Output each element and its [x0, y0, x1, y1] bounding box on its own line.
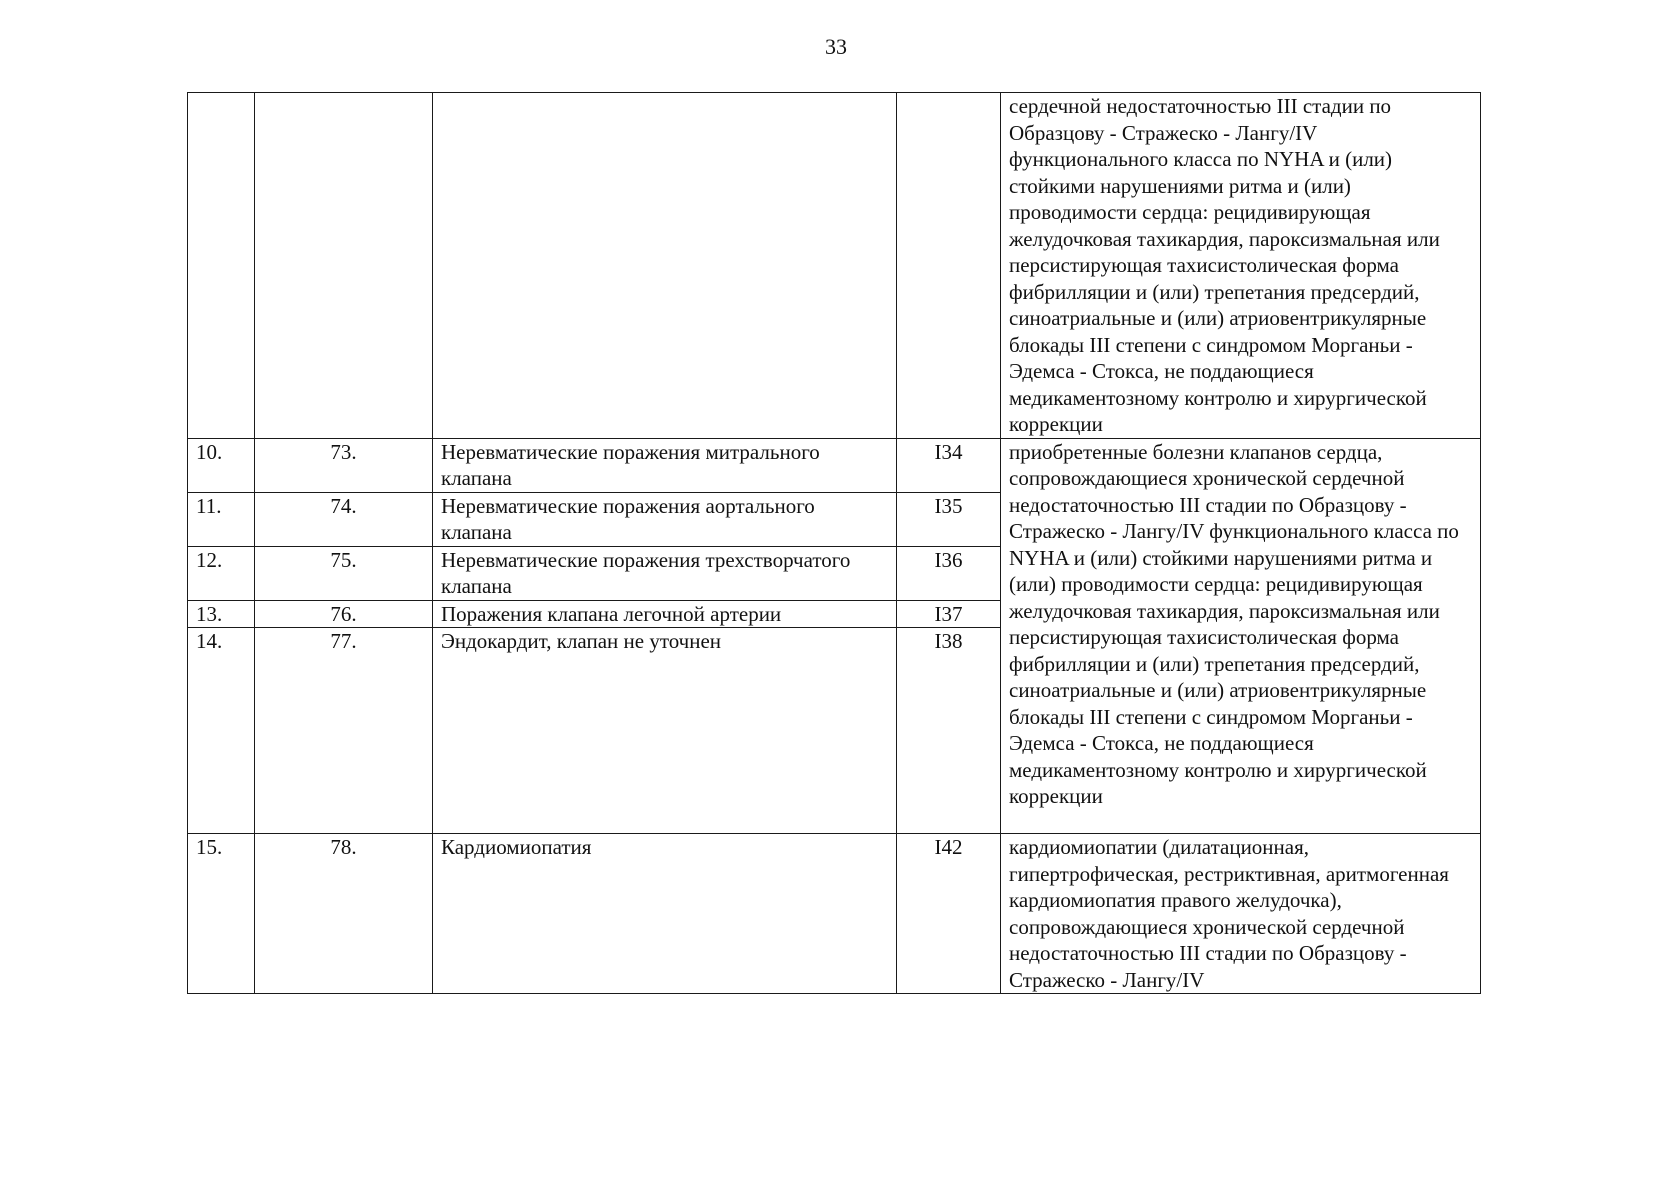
- disease-name: Неревматические поражения аортального клапана: [433, 492, 897, 546]
- disease-name: Кардиомиопатия: [433, 834, 897, 994]
- icd-code: I42: [897, 834, 1001, 994]
- condition-description: приобретенные болезни клапанов сердца, сопровождающиеся хронической сердечной недостаточностью III стадии по Образцову - Стражеско - Лангу/IV функционального класса по NYHA и (или) стойкими нарушениями ритма и (или) проводимости сердца: рецидивирующая желудочковая тахикардия, пароксизмальная или персистирующая тахисистолическая форма фибрилляции и (или) трепетания предсердий, синоатриальные и (или) атриовентрикулярные блокады III степени с синдромом Морганьи - Эдемса - Стокса, не поддающиеся медикаментозному контролю и хирургической коррекции: [1001, 438, 1481, 834]
- item-number: 74.: [255, 492, 433, 546]
- disease-name: [433, 93, 897, 439]
- icd-code: I34: [897, 438, 1001, 492]
- table-row: [188, 93, 1481, 439]
- row-number: 15.: [188, 834, 255, 994]
- icd-code: I36: [897, 546, 1001, 600]
- condition-description: кардиомиопатии (дилатационная, гипертрофическая, рестриктивная, аритмогенная кардиомиопатия правого желудочка), сопровождающиеся хронической сердечной недостаточностью III стадии по Образцову - Стражеско - Лангу/IV: [1001, 834, 1481, 994]
- item-number: 78.: [255, 834, 433, 994]
- item-number: [255, 93, 433, 439]
- item-number: 76.: [255, 600, 433, 628]
- disease-name: Эндокардит, клапан не уточнен: [433, 628, 897, 834]
- page-number: 33: [825, 34, 847, 59]
- item-number: 73.: [255, 438, 433, 492]
- item-number: 75.: [255, 546, 433, 600]
- disease-table: [187, 92, 1481, 994]
- row-number: 12.: [188, 546, 255, 600]
- disease-name: Неревматические поражения митрального клапана: [433, 438, 897, 492]
- icd-code: [897, 93, 1001, 439]
- icd-code: I38: [897, 628, 1001, 834]
- table-row: [188, 834, 1481, 994]
- row-number: 11.: [188, 492, 255, 546]
- row-number: 13.: [188, 600, 255, 628]
- table-row: [188, 438, 1481, 492]
- disease-name: Неревматические поражения трехстворчатого клапана: [433, 546, 897, 600]
- disease-name: Поражения клапана легочной артерии: [433, 600, 897, 628]
- icd-code: I37: [897, 600, 1001, 628]
- row-number: [188, 93, 255, 439]
- item-number: 77.: [255, 628, 433, 834]
- row-number: 14.: [188, 628, 255, 834]
- icd-code: I35: [897, 492, 1001, 546]
- condition-description: сердечной недостаточностью III стадии по Образцову - Стражеско - Лангу/IV функционального класса по NYHA и (или) стойкими нарушениями ритма и (или) проводимости сердца: рецидивирующая желудочковая тахикардия, пароксизмальная или персистирующая тахисистолическая форма фибрилляции и (или) трепетания предсердий, синоатриальные и (или) атриовентрикулярные блокады III степени с синдромом Морганьи - Эдемса - Стокса, не поддающиеся медикаментозному контролю и хирургической коррекции: [1001, 93, 1481, 439]
- row-number: 10.: [188, 438, 255, 492]
